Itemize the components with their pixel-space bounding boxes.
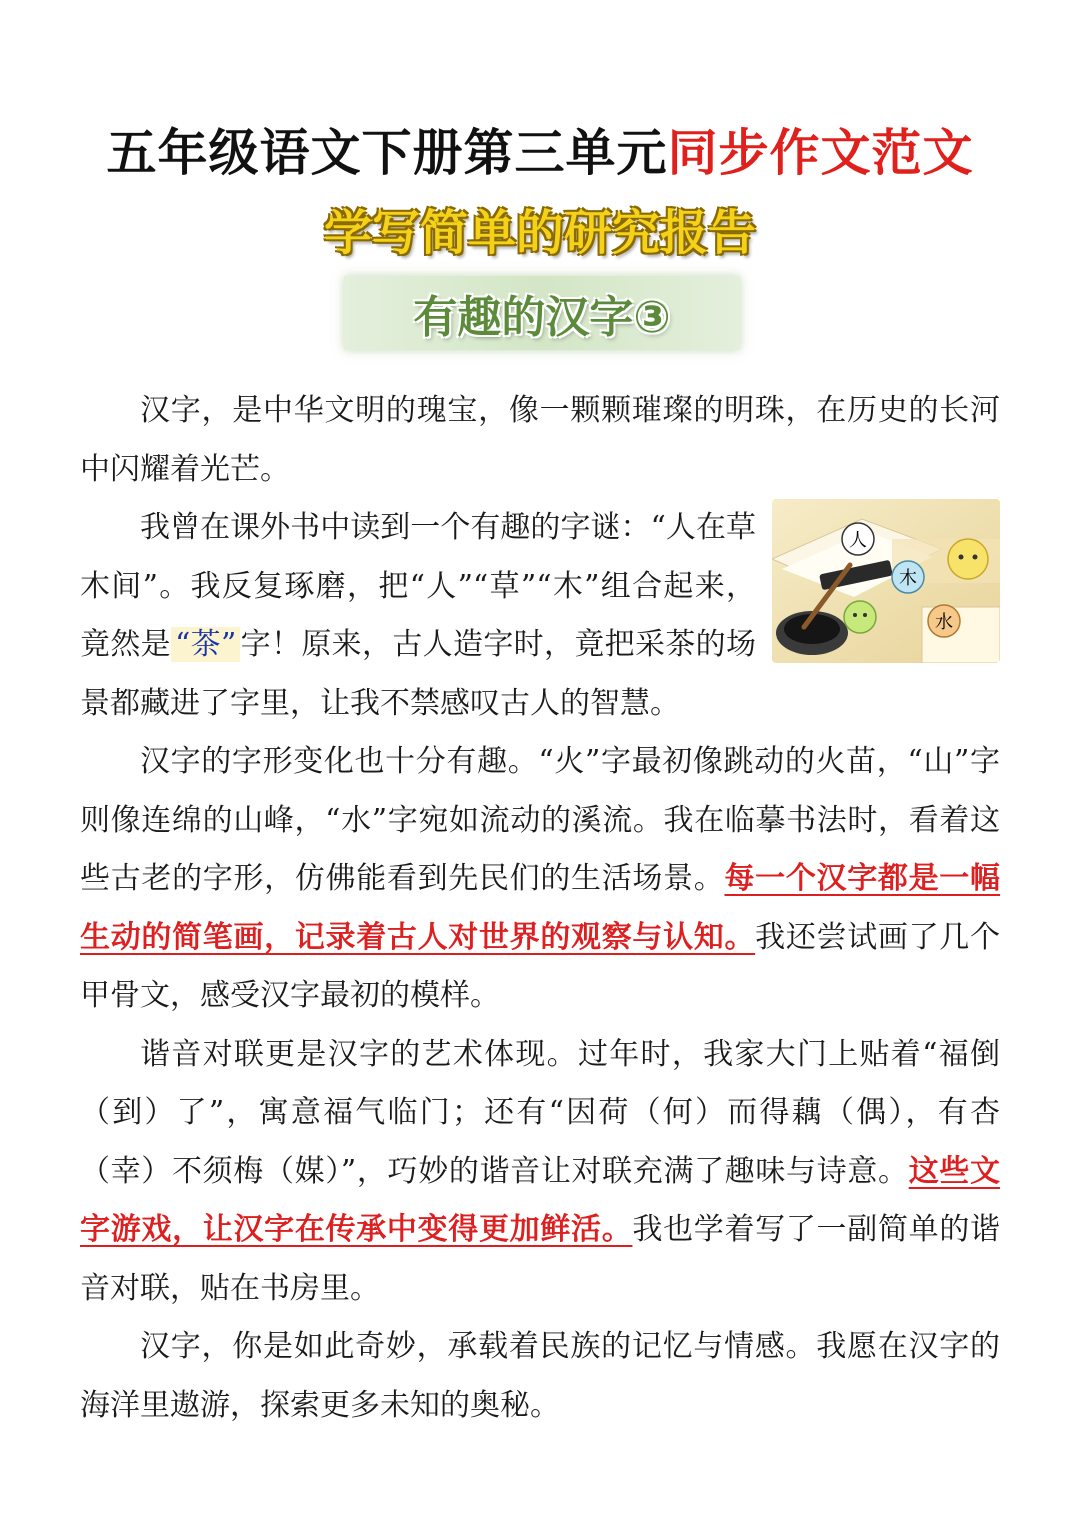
paragraph-4 xyxy=(80,1026,1000,1319)
paragraph-4-text-c: 我也学着写了一副简单的谐音对联，贴在书房里。 xyxy=(80,1212,1001,1306)
char-bubble-ren: 人 xyxy=(849,530,867,551)
char-bubble-mu: 木 xyxy=(899,568,917,589)
paragraph-2-text-c: 字！原来，古人造字时，竟把采茶的场景都藏进了字里，让我不禁感叹古人的智慧。 xyxy=(80,627,756,721)
page-subtitle: 学写简单的研究报告 xyxy=(323,205,756,261)
paragraph-4-key-sentence: 这些文字游戏，让汉字在传承中变得更加鲜活。 xyxy=(80,1153,1000,1247)
highlighted-tea-char: “茶” xyxy=(171,627,240,662)
paragraph-4-text-a: 谐音对联更是汉字的艺术体现。过年时，我家大门上贴着“福倒（到）了”，寓意福气临门；还有“因荷（何）而得藕（偶），有杏（幸）不须梅（媒）”，巧妙的谐音让对联充满了趣味与诗意。 xyxy=(80,1036,1000,1189)
paragraph-1: 汉字，是中华文明的瑰宝，像一颗颗璀璨的明珠，在历史的长河中闪耀着光芒。 xyxy=(80,393,1000,487)
title-part-black: 五年级语文下册第三单元 xyxy=(106,124,668,182)
paragraph-3-text-a: 汉字的字形变化也十分有趣。“火”字最初像跳动的火苗，“山”字则像连绵的山峰，“水”字宛如流动的溪流。我在临摹书法时，看着这些古老的字形，仿佛能看到先民们的生活场景。 xyxy=(80,744,1000,896)
paragraph-5: 汉字，你是如此奇妙，承载着民族的记忆与情感。我愿在汉字的海洋里遨游，探索更多未知的奥秘。 xyxy=(80,1329,1000,1423)
char-bubble-shui: 水 xyxy=(935,612,953,633)
paragraph-3 xyxy=(80,733,1000,1026)
calligraphy-illustration xyxy=(772,499,1000,663)
paragraph-3-text-c: 我还尝试画了几个甲骨文，感受汉字最初的模样。 xyxy=(80,919,1000,1013)
essay-title: 有趣的汉字③ xyxy=(413,292,671,343)
paragraph-2 xyxy=(80,499,1000,733)
paragraph-2-text-a: 我曾在课外书中读到一个有趣的字谜：“人在草木间”。我反复琢磨，把“人”“草”“木”组合起来，竟然是 xyxy=(80,510,756,662)
title-part-red: 同步作文范文 xyxy=(667,124,974,182)
essay-title-badge xyxy=(344,276,740,350)
essay-body xyxy=(80,382,1000,1435)
paragraph-3-key-sentence: 每一个汉字都是一幅生动的简笔画，记录着古人对世界的观察与认知。 xyxy=(80,861,1001,955)
page-title xyxy=(0,118,1080,188)
